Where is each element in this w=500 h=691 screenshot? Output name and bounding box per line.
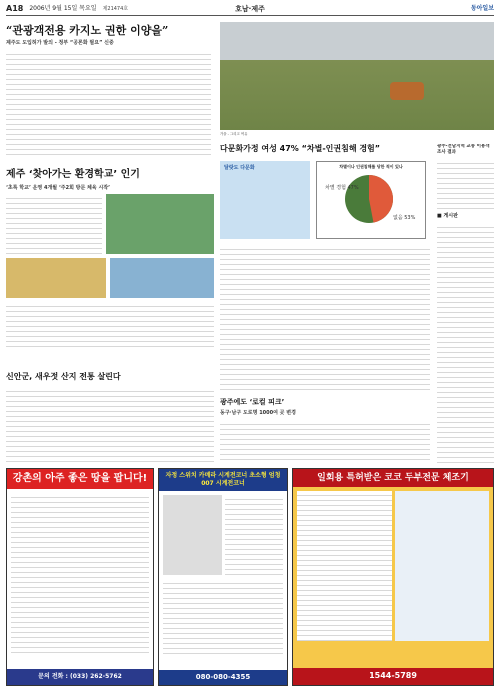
ad-mid (158, 468, 288, 686)
ad-left-contact: 문의 전화 : (033) 262-5762 (7, 669, 153, 685)
survey-photo-label: 달랏도 다문화 (224, 164, 255, 171)
ad-left-body (11, 493, 149, 653)
ad-right (292, 468, 494, 686)
lead-body-text (6, 50, 211, 158)
pie-chart (319, 169, 419, 227)
sidebar-top-title: 광주·전남지역 교통 이용객 조사 결과 (437, 144, 490, 156)
survey-graphic (220, 161, 310, 239)
chart-title: 차별이나 인권침해를 당한 적이 있나 (339, 163, 403, 169)
lead-subtitle: 제주도 도입허가 발의 - 정부 “공론화 필요” 신중 (6, 40, 114, 47)
lead-headline: “관광객전용 카지노 권한 이양을” (6, 24, 169, 37)
ad-right-phone: 1544-5789 (293, 668, 493, 685)
ad-mid-product (163, 495, 222, 575)
ad-right-product (395, 491, 490, 641)
env-photo-3 (110, 258, 214, 298)
landscape-photo (220, 22, 494, 130)
ad-mid-headline: 자정 스위치 카메라 시계전코너 초소형 엄청 007 시계전코너 (159, 469, 287, 491)
env-article (6, 168, 214, 368)
cow-figure (390, 82, 424, 100)
survey-headline: 다문화가정 여성 47% “차별-인권침해 경험” (220, 144, 381, 153)
slice-label-no: 없음 53% (393, 215, 416, 222)
newspaper-brand: 동아일보 (470, 5, 494, 13)
page-header (6, 4, 494, 16)
survey-body-text (220, 245, 430, 394)
env-photo-2 (6, 258, 106, 298)
pie-slice-yes (369, 175, 393, 223)
mid-article (220, 398, 430, 463)
survey-chart (316, 161, 426, 239)
page-number: A18 (6, 4, 24, 14)
ad-right-text (297, 491, 392, 641)
env-headline: 제주 ‘찾아가는 환경학교’ 인기 (6, 169, 140, 180)
slice-label-yes: 차별 경험 47% (325, 185, 359, 192)
env-body-text-2 (6, 302, 214, 350)
env-photo (106, 194, 214, 254)
ad-mid-text (225, 495, 284, 575)
bottom-body-text (6, 387, 214, 462)
ad-mid-phone: 080-080-4355 (159, 670, 287, 685)
notice-title: ■ 게시판 (437, 213, 458, 220)
bottom-headline: 신안군, 새우젓 산지 전통 살린다 (6, 372, 121, 381)
issue-date: 2006년 9월 15일 목요일 (29, 5, 97, 13)
ad-right-headline: 일회용 특허받은 코코 두부전문 체조기 (293, 469, 493, 487)
lead-article (6, 24, 211, 159)
env-subtitle: ‘초록 학교’ 운영 4개월 ‘주2회 방문 체육 시작’ (6, 184, 111, 191)
notice-text (437, 223, 494, 463)
ad-mid-details (163, 579, 283, 657)
ad-left (6, 468, 154, 686)
ad-left-headline: 강촌의 아주 좋은 땅을 팝니다! (7, 469, 153, 489)
mid-subtitle: 동구·남구 도로명 1000여 곳 변경 (220, 410, 296, 417)
env-body-text (6, 194, 102, 254)
mid-body-text (220, 420, 430, 460)
section-title: 호남·제주 (235, 4, 265, 13)
issue-number: 제21474호 (102, 6, 129, 13)
survey-article (220, 144, 430, 394)
bottom-article (6, 372, 214, 464)
right-sidebar (437, 144, 494, 464)
mid-headline: 광주에도 ‘로컬 피크’ (220, 398, 285, 406)
sidebar-top-text (437, 159, 494, 209)
photo-caption: 가을 - 그리고 여유 (220, 132, 248, 136)
